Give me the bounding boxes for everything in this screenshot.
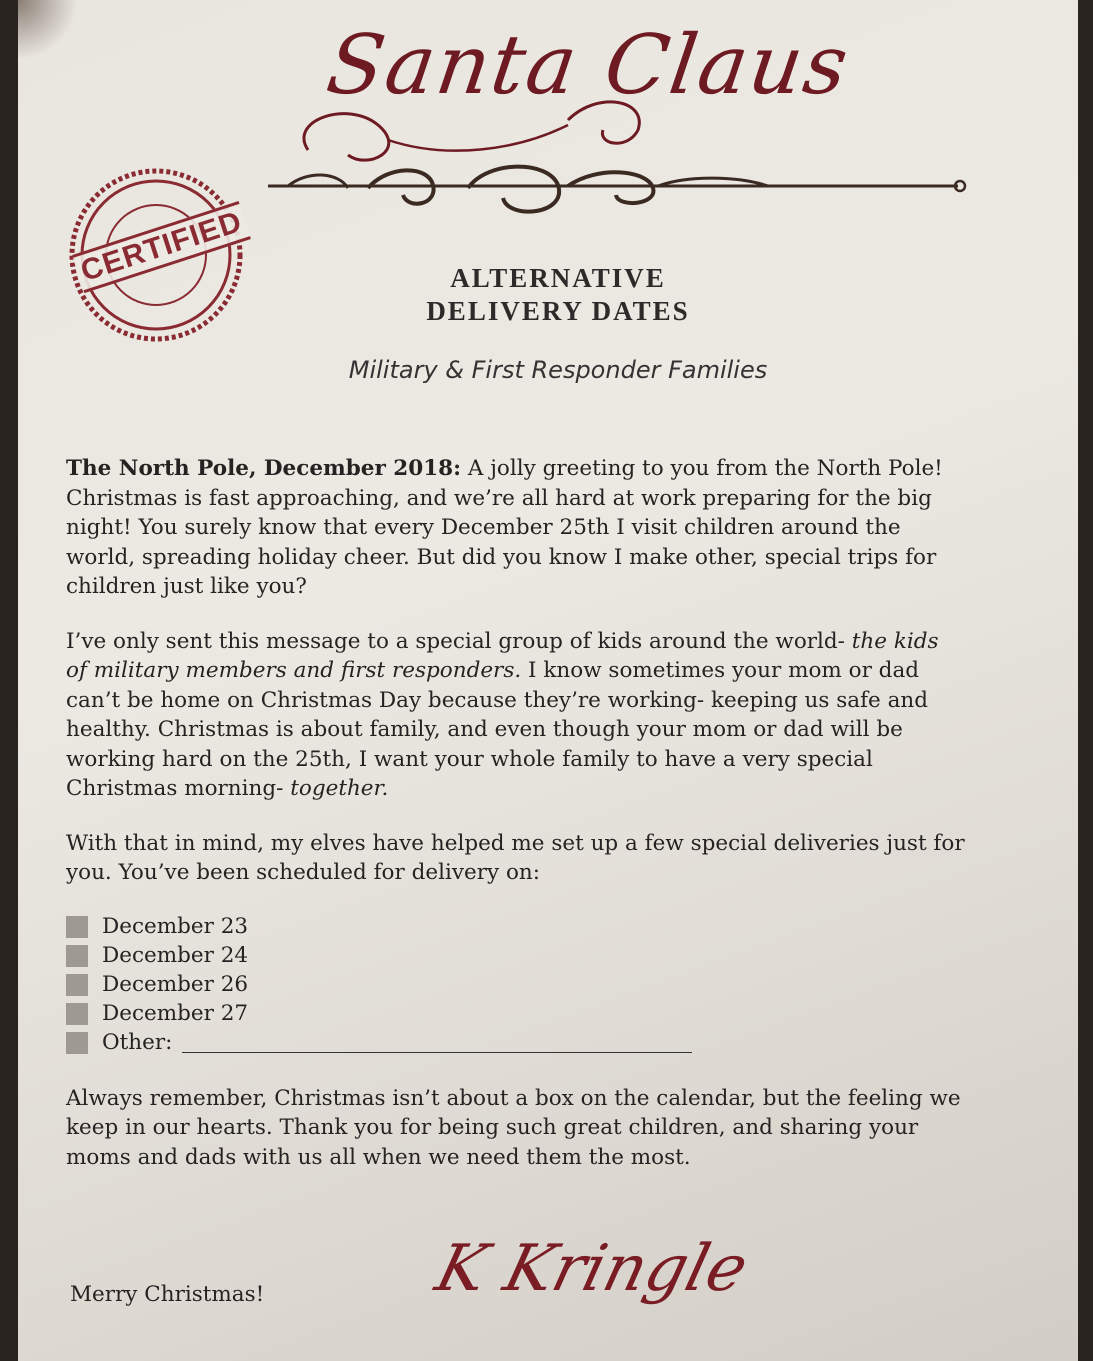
checkbox-icon[interactable] [66,974,88,996]
checkbox-icon[interactable] [66,945,88,967]
option-item-other [66,1029,966,1058]
closing: Merry Christmas! [70,1282,265,1307]
option-item [66,942,966,971]
paragraph-2-emphasis: the kids of military members and first responders. [66,628,939,683]
paragraph-2-emphasis-2: together. [290,776,389,801]
paragraph-2-text-a: I’ve only sent this message to a special group of kids around the world- [66,628,852,654]
dateline: The North Pole, December 2018: [66,456,462,481]
elf-certified-stamp [66,165,246,345]
paragraph-2 [66,627,966,804]
letter-body [66,454,966,1197]
paragraph-1-text: A jolly greeting to you from the North Pole! Christmas is fast approaching, and we’re all hard at work preparing for the big night! You surely know that every December 25th I visit children around the world, spreading holiday cheer. But did you know I make other, special trips for children just like you? [66,456,943,599]
other-write-in-line[interactable] [182,1034,692,1053]
santa-claus-logo [268,0,988,240]
option-label: December 26 [102,972,249,998]
paragraph-1 [66,454,966,602]
option-label: December 24 [102,943,249,969]
checkbox-icon[interactable] [66,916,88,938]
paragraph-4: Always remember, Christmas isn’t about a box on the calendar, but the feeling we keep in our hearts. Thank you for being such great children, and sharing your moms and dads with us all when we need them the most. [66,1085,961,1170]
signature: K Kringle [428,1232,755,1306]
checkbox-icon[interactable] [66,1032,88,1054]
option-item [66,913,966,942]
title-line-1: ALTERNATIVE [450,263,666,293]
paragraph-3: With that in mind, my elves have helped me set up a few special deliveries just for you. You’ve been scheduled for delivery on: [66,830,965,885]
letter-page [18,0,1078,1361]
paragraph-2-text-b: I know sometimes your mom or dad can’t be home on Christmas Day because they’re working- keeping us safe and healthy. Christmas is about family, and even though your mom or dad will be working hard on the 25th, I want your whole family to have a very special Christmas morning- [66,658,929,801]
option-label: Other: [102,1030,173,1056]
option-label: December 27 [102,1001,249,1027]
stamp-text: CERTIFIED [72,201,251,293]
title-line-2: DELIVERY DATES [426,296,690,326]
checkbox-icon[interactable] [66,1003,88,1025]
logo-text: Santa Claus [321,18,856,113]
delivery-options [66,913,966,1058]
page-title [338,262,778,328]
subtitle: Military & First Responder Families [348,356,768,384]
option-item [66,971,966,1000]
option-item [66,1000,966,1029]
corner-shadow [18,0,78,60]
option-label: December 23 [102,914,249,940]
